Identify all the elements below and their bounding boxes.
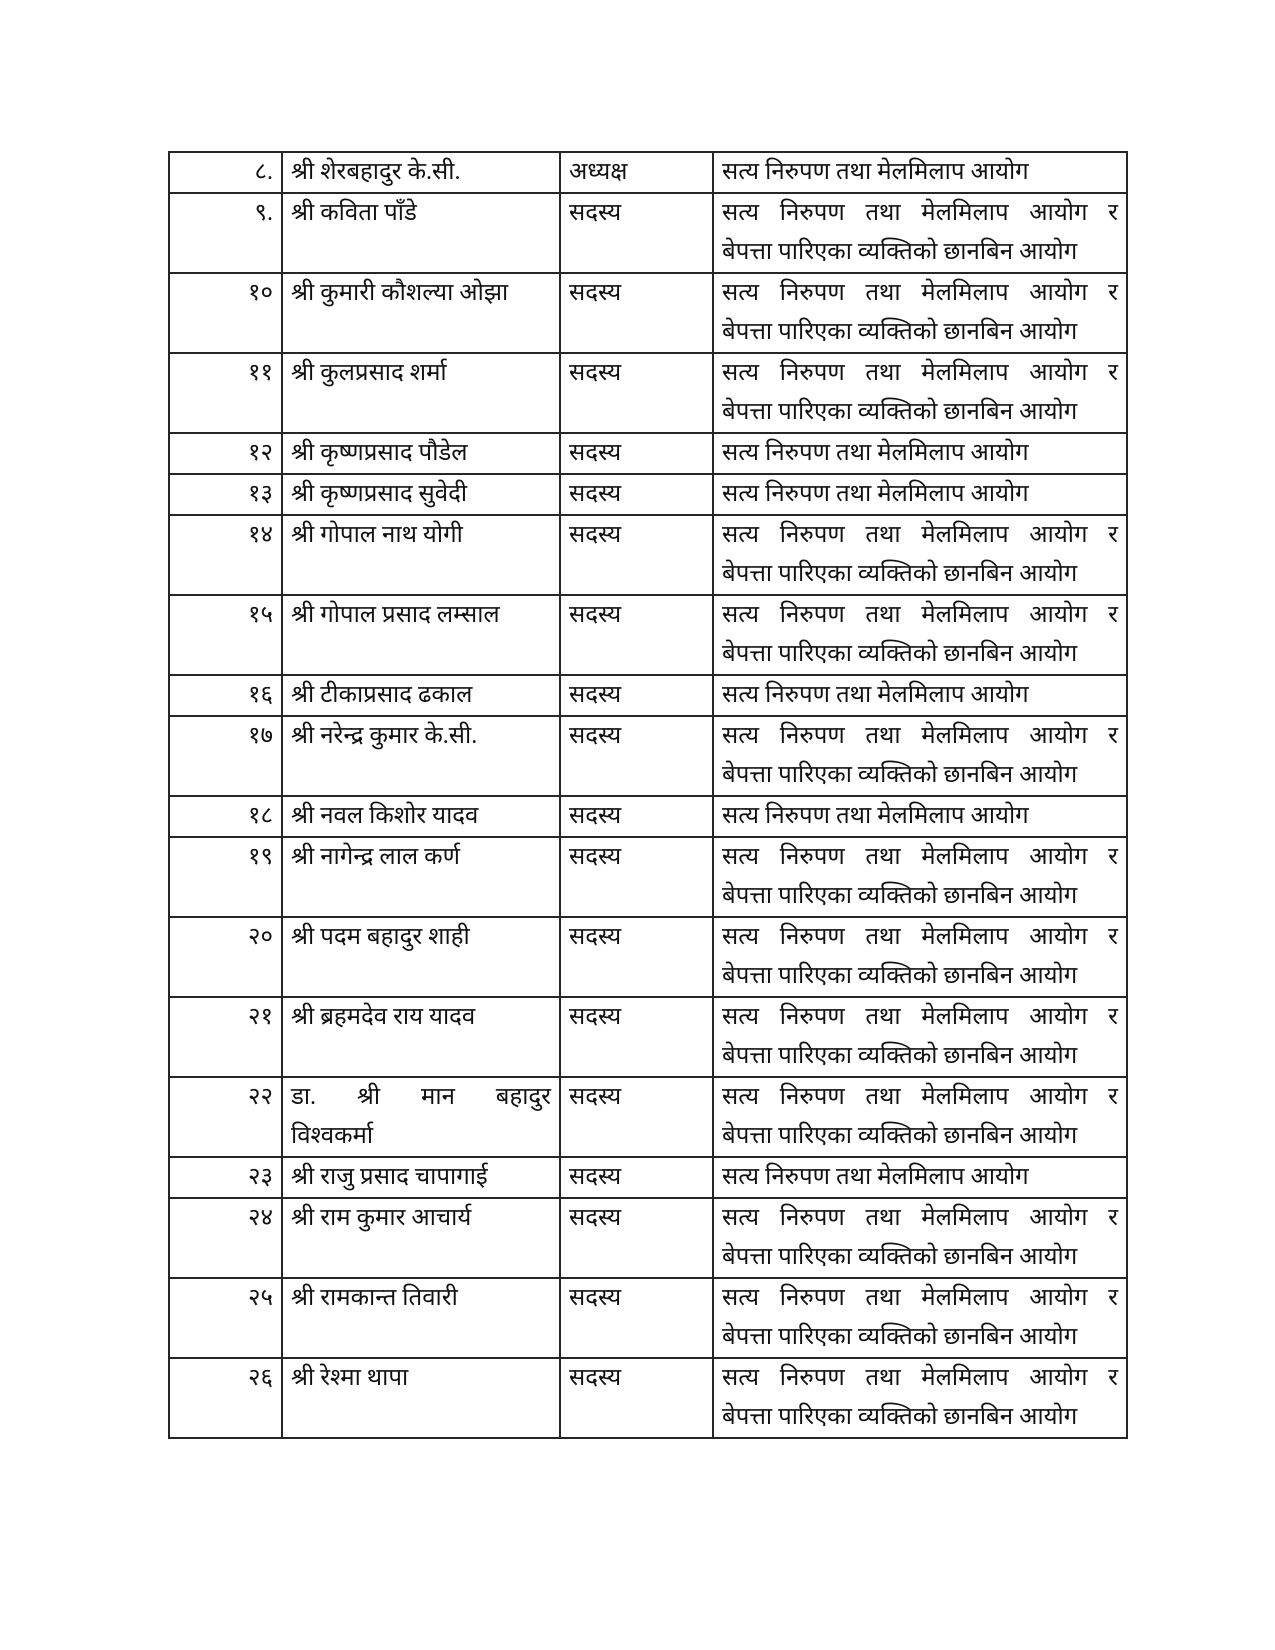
row-number-cell [169, 595, 282, 675]
name-line: श्री रामकान्त तिवारी [291, 1285, 458, 1311]
name-cell [282, 474, 560, 515]
commission-line: बेपत्ता पारिएका व्यक्तिको छानबिन आयोग [722, 1244, 1078, 1270]
name-cell [282, 595, 560, 675]
row-number-cell [169, 1278, 282, 1358]
role-cell [560, 193, 713, 273]
table-row [169, 273, 1127, 353]
commission-cell [713, 1198, 1127, 1278]
row-number: १५ [248, 602, 273, 628]
commission-line: सत्य निरुपण तथा मेलमिलाप आयोग [722, 481, 1029, 507]
table-row [169, 997, 1127, 1077]
role-text: सदस्य [569, 844, 622, 870]
commission-cell [713, 796, 1127, 837]
commission-cell [713, 152, 1127, 193]
name-cell [282, 675, 560, 716]
table-row [169, 152, 1127, 193]
row-number-cell [169, 1358, 282, 1438]
commission-line: सत्य निरुपण तथा मेलमिलाप आयोग र [722, 602, 1118, 628]
table-row [169, 1198, 1127, 1278]
role-cell [560, 595, 713, 675]
row-number-cell [169, 353, 282, 433]
commission-line: सत्य निरुपण तथा मेलमिलाप आयोग [722, 440, 1029, 466]
commission-line: सत्य निरुपण तथा मेलमिलाप आयोग र [722, 1205, 1118, 1231]
row-number-cell [169, 675, 282, 716]
name-line: श्री कृष्णप्रसाद पौडेल [291, 440, 468, 466]
commission-line: सत्य निरुपण तथा मेलमिलाप आयोग [722, 682, 1029, 708]
table-row [169, 1077, 1127, 1157]
name-line: श्री रेश्मा थापा [291, 1365, 409, 1391]
commission-line: सत्य निरुपण तथा मेलमिलाप आयोग र [722, 844, 1118, 870]
table-row [169, 796, 1127, 837]
row-number-cell [169, 796, 282, 837]
row-number: १९ [248, 844, 273, 870]
commission-line: सत्य निरुपण तथा मेलमिलाप आयोग र [722, 200, 1118, 226]
name-line: श्री राम कुमार आचार्य [291, 1205, 472, 1231]
commission-line: सत्य निरुपण तथा मेलमिलाप आयोग र [722, 1285, 1118, 1311]
role-text: सदस्य [569, 280, 622, 306]
name-line: डा. श्री मान बहादुर [291, 1084, 551, 1110]
name-cell [282, 193, 560, 273]
commission-cell [713, 273, 1127, 353]
row-number-cell [169, 917, 282, 997]
row-number: २३ [248, 1164, 273, 1190]
name-line: श्री शेरबहादुर के.सी. [291, 159, 461, 185]
name-cell [282, 152, 560, 193]
name-line: श्री राजु प्रसाद चापागाई [291, 1164, 488, 1190]
role-cell [560, 433, 713, 474]
name-line: श्री गोपाल प्रसाद लम्साल [291, 602, 500, 628]
role-cell [560, 515, 713, 595]
name-cell [282, 837, 560, 917]
commission-line: सत्य निरुपण तथा मेलमिलाप आयोग र [722, 360, 1118, 386]
commission-line: सत्य निरुपण तथा मेलमिलाप आयोग र [722, 522, 1118, 548]
table-row [169, 917, 1127, 997]
role-text: सदस्य [569, 1084, 622, 1110]
name-cell [282, 796, 560, 837]
commission-line: सत्य निरुपण तथा मेलमिलाप आयोग [722, 1164, 1029, 1190]
row-number-cell [169, 152, 282, 193]
name-line: श्री कुलप्रसाद शर्मा [291, 360, 447, 386]
name-line: श्री कविता पाँडे [291, 200, 417, 226]
commission-cell [713, 675, 1127, 716]
name-cell [282, 1198, 560, 1278]
role-text: सदस्य [569, 1004, 622, 1030]
row-number-cell [169, 273, 282, 353]
row-number-cell [169, 1198, 282, 1278]
name-cell [282, 1358, 560, 1438]
row-number: ८. [254, 159, 273, 185]
name-line: श्री पदम बहादुर शाही [291, 924, 470, 950]
commission-line: बेपत्ता पारिएका व्यक्तिको छानबिन आयोग [722, 883, 1078, 909]
role-cell [560, 1278, 713, 1358]
name-cell [282, 353, 560, 433]
name-cell [282, 997, 560, 1077]
commission-line: बेपत्ता पारिएका व्यक्तिको छानबिन आयोग [722, 1123, 1078, 1149]
role-cell [560, 353, 713, 433]
name-cell [282, 1077, 560, 1157]
role-text: सदस्य [569, 723, 622, 749]
role-text: सदस्य [569, 522, 622, 548]
name-cell [282, 433, 560, 474]
commission-cell [713, 193, 1127, 273]
name-line: श्री नवल किशोर यादव [291, 803, 479, 829]
row-number: १२ [248, 440, 273, 466]
commission-line: बेपत्ता पारिएका व्यक्तिको छानबिन आयोग [722, 319, 1078, 345]
row-number-cell [169, 193, 282, 273]
row-number: १६ [248, 682, 273, 708]
row-number: २४ [248, 1205, 273, 1231]
commission-line: बेपत्ता पारिएका व्यक्तिको छानबिन आयोग [722, 561, 1078, 587]
role-text: सदस्य [569, 924, 622, 950]
table-row [169, 837, 1127, 917]
name-line: श्री टीकाप्रसाद ढकाल [291, 682, 473, 708]
row-number-cell [169, 474, 282, 515]
role-cell [560, 152, 713, 193]
commission-cell [713, 515, 1127, 595]
commission-line: बेपत्ता पारिएका व्यक्तिको छानबिन आयोग [722, 641, 1078, 667]
table-row [169, 675, 1127, 716]
commission-line: बेपत्ता पारिएका व्यक्तिको छानबिन आयोग [722, 1324, 1078, 1350]
name-cell [282, 273, 560, 353]
commission-line: सत्य निरुपण तथा मेलमिलाप आयोग [722, 803, 1029, 829]
table-row [169, 193, 1127, 273]
name-cell [282, 515, 560, 595]
role-cell [560, 474, 713, 515]
row-number-cell [169, 1077, 282, 1157]
row-number: २५ [248, 1285, 273, 1311]
commission-line: सत्य निरुपण तथा मेलमिलाप आयोग र [722, 1365, 1118, 1391]
commission-line: बेपत्ता पारिएका व्यक्तिको छानबिन आयोग [722, 762, 1078, 788]
role-text: सदस्य [569, 1205, 622, 1231]
row-number: ९. [254, 200, 273, 226]
row-number-cell [169, 837, 282, 917]
commission-line: बेपत्ता पारिएका व्यक्तिको छानबिन आयोग [722, 1043, 1078, 1069]
commission-cell [713, 1157, 1127, 1198]
commission-line: सत्य निरुपण तथा मेलमिलाप आयोग र [722, 280, 1118, 306]
commission-line: सत्य निरुपण तथा मेलमिलाप आयोग र [722, 924, 1118, 950]
role-text: सदस्य [569, 1164, 622, 1190]
row-number-cell [169, 716, 282, 796]
table-row [169, 433, 1127, 474]
table-row [169, 1278, 1127, 1358]
role-text: सदस्य [569, 360, 622, 386]
commission-cell [713, 917, 1127, 997]
name-cell [282, 1278, 560, 1358]
commission-cell [713, 716, 1127, 796]
row-number: २१ [248, 1004, 273, 1030]
row-number: २६ [248, 1365, 273, 1391]
role-cell [560, 1198, 713, 1278]
commission-cell [713, 1278, 1127, 1358]
commission-line: बेपत्ता पारिएका व्यक्तिको छानबिन आयोग [722, 399, 1078, 425]
row-number-cell [169, 1157, 282, 1198]
table-row [169, 515, 1127, 595]
members-table [168, 151, 1128, 1439]
commission-line: सत्य निरुपण तथा मेलमिलाप आयोग र [722, 1004, 1118, 1030]
row-number: २० [248, 924, 273, 950]
commission-cell [713, 997, 1127, 1077]
commission-line: सत्य निरुपण तथा मेलमिलाप आयोग र [722, 1084, 1118, 1110]
role-cell [560, 796, 713, 837]
role-cell [560, 1358, 713, 1438]
role-text: सदस्य [569, 440, 622, 466]
role-text: सदस्य [569, 1285, 622, 1311]
role-text: सदस्य [569, 1365, 622, 1391]
table-row [169, 353, 1127, 433]
row-number-cell [169, 515, 282, 595]
row-number-cell [169, 433, 282, 474]
name-line: श्री नागेन्द्र लाल कर्ण [291, 844, 460, 870]
role-cell [560, 837, 713, 917]
row-number: १७ [248, 723, 273, 749]
role-cell [560, 273, 713, 353]
commission-line: बेपत्ता पारिएका व्यक्तिको छानबिन आयोग [722, 963, 1078, 989]
role-cell [560, 1077, 713, 1157]
role-cell [560, 716, 713, 796]
role-text: सदस्य [569, 803, 622, 829]
row-number: १० [248, 280, 273, 306]
commission-cell [713, 837, 1127, 917]
role-text: सदस्य [569, 200, 622, 226]
commission-cell [713, 353, 1127, 433]
commission-cell [713, 1077, 1127, 1157]
commission-line: बेपत्ता पारिएका व्यक्तिको छानबिन आयोग [722, 1404, 1078, 1430]
name-line: श्री गोपाल नाथ योगी [291, 522, 463, 548]
row-number: ११ [248, 360, 273, 386]
commission-line: सत्य निरुपण तथा मेलमिलाप आयोग [722, 159, 1029, 185]
commission-cell [713, 474, 1127, 515]
name-line: श्री कृष्णप्रसाद सुवेदी [291, 481, 468, 507]
role-text: सदस्य [569, 481, 622, 507]
name-cell [282, 1157, 560, 1198]
table-row [169, 1157, 1127, 1198]
row-number: १८ [248, 803, 273, 829]
role-cell [560, 675, 713, 716]
table-row [169, 474, 1127, 515]
name-line: श्री ब्रहमदेव राय यादव [291, 1004, 476, 1030]
role-text: अध्यक्ष [569, 159, 628, 185]
name-line: श्री नरेन्द्र कुमार के.सी. [291, 723, 478, 749]
role-text: सदस्य [569, 682, 622, 708]
commission-line: बेपत्ता पारिएका व्यक्तिको छानबिन आयोग [722, 239, 1078, 265]
role-text: सदस्य [569, 602, 622, 628]
commission-cell [713, 433, 1127, 474]
document-table-container [168, 151, 1128, 1439]
name-line: श्री कुमारी कौशल्या ओझा [291, 280, 509, 306]
name-line: विश्वकर्मा [291, 1123, 374, 1149]
row-number-cell [169, 997, 282, 1077]
row-number: १३ [248, 481, 273, 507]
name-cell [282, 917, 560, 997]
role-cell [560, 1157, 713, 1198]
role-cell [560, 997, 713, 1077]
role-cell [560, 917, 713, 997]
table-row [169, 595, 1127, 675]
row-number: २२ [248, 1084, 273, 1110]
table-row [169, 1358, 1127, 1438]
commission-cell [713, 595, 1127, 675]
table-row [169, 716, 1127, 796]
commission-cell [713, 1358, 1127, 1438]
commission-line: सत्य निरुपण तथा मेलमिलाप आयोग र [722, 723, 1118, 749]
name-cell [282, 716, 560, 796]
row-number: १४ [248, 522, 273, 548]
